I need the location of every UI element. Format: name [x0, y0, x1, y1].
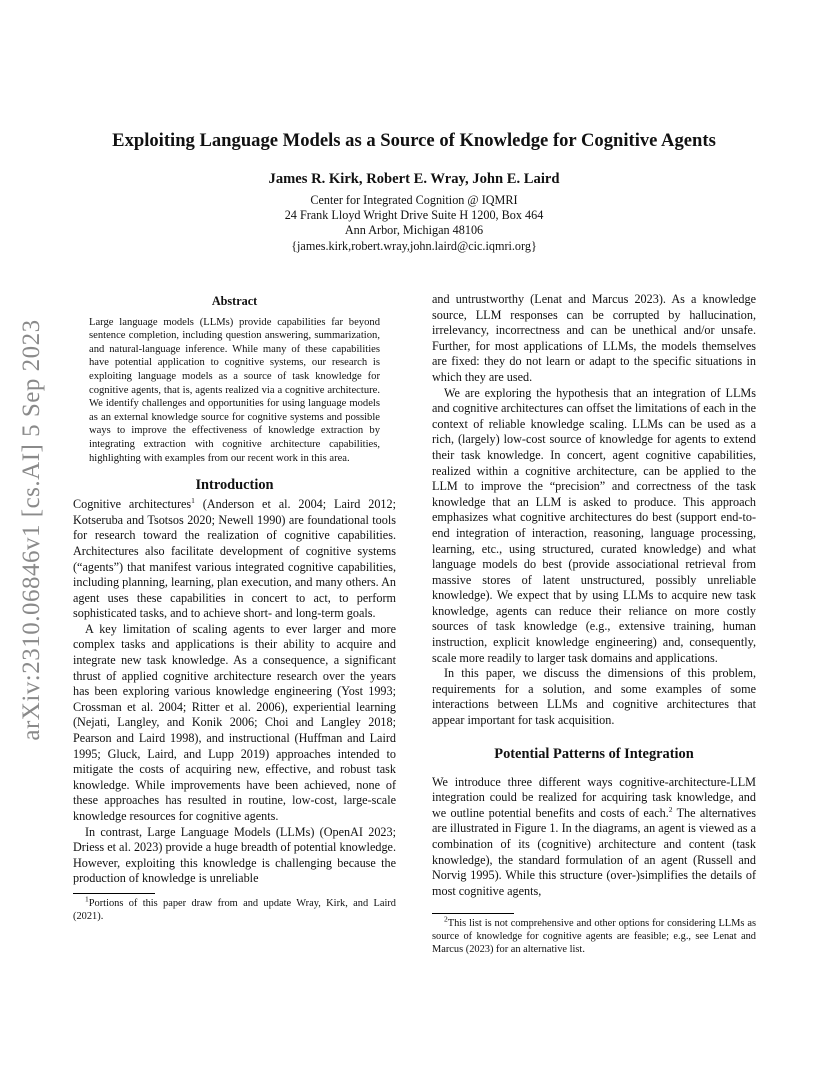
affiliation-block: [60, 193, 768, 254]
patterns-paragraph-1: We introduce three different ways cognitive-architecture-LLM integration could be realized for acquiring task knowledge, and we outline potential benefits and costs of each.$^2$ The alternatives are illustrated in Figure 1. In the diagrams, an agent is viewed as a combination of its (cognitive) architecture and content (task knowledge), the standard formulation of an agent (Russell and Norvig 1995). While this structure (over-)simplifies the details of most cognitive agents,: [432, 774, 756, 898]
introduction-heading: Introduction: [195, 477, 274, 494]
intro-paragraph-5: We are exploring the hypothesis that an integration of LLMs and cognitive architectures can offset the limitations of each in the context of reliable knowledge scaling. LLMs can be used as a rich, (largely) low-cost source of knowledge for agents to extend their task knowledge. In concert, agent cognitive capabilities, realized within a cognitive architecture, can be applied to the LLM to improve the “precision” and correctness of the task knowledge that an LLM is asked to produce. This approach emphasizes what cognitive architectures do best (support end-to-end integration of interaction, reasoning, language processing, learning, etc., using structured, curated knowledge) and what language models do best (provide associational retrieval from massive stores of latent unstructured, possibly unreliable knowledge). We expect that by using LLMs to acquire new task knowledge, agents can reduce their reliance on more costly sources of task knowledge (e.g., extensive training, human instruction, explicit knowledge engineering) and, consequently, scale more readily to larger task domains and applications.: [432, 385, 756, 665]
author-list: James R. Kirk, Robert E. Wray, John E. Laird: [268, 171, 560, 187]
affiliation-email: {james.kirk,robert.wray,john.laird@cic.iqmri.org}: [291, 238, 537, 253]
intro-paragraph-1: Cognitive architectures$^1$ (Anderson et al. 2004; Laird 2012; Kotseruba and Tsotsos 2020; Newell 1990) are foundational tools for research toward the realization of cognitive capabilities. Architectures also facilitate development of cognitive systems (“agents”) that manifest various integrated cognitive capabilities, including planning, learning, plan execution, and many others. An agent uses these capabilities in concert to act, to perform sophisticated tasks, and to achieve short- and long-term goals.: [73, 496, 396, 621]
intro-paragraph-3: In contrast, Large Language Models (LLMs) (OpenAI 2023; Driess et al. 2023) provide a huge breadth of potential knowledge. However, exploiting this knowledge is challenging because the production of knowledge is unreliable: [73, 824, 396, 886]
footnote-marker-2: 2: [668, 804, 673, 814]
affiliation-line: 24 Frank Lloyd Wright Drive Suite H 1200, Box 464: [284, 208, 544, 223]
abstract-heading: Abstract: [211, 294, 258, 308]
patterns-heading: Potential Patterns of Integration: [494, 745, 694, 762]
paper-title: Exploiting Language Models as a Source of Knowledge for Cognitive Agents: [112, 130, 716, 151]
footnote-2: $^2$This list is not comprehensive and other options for considering LLMs as source of knowledge for cognitive agents are feasible; e.g., see Lenat and Marcus (2023) for an alternative list.: [432, 914, 756, 956]
right-column: [432, 292, 756, 956]
intro-paragraph-4: and untrustworthy (Lenat and Marcus 2023). As a knowledge source, LLM responses can be corrupted by hallucination, irrelevancy, incorrectness and can be unethical and/or unsafe. Further, for most applications of LLMs, the models themselves are fixed: they do not learn or adapt to the specific situations in which they are used.: [432, 292, 756, 384]
abstract-text: Large language models (LLMs) provide capabilities far beyond sentence completion, including question answering, summarization, and natural-language inference. While many of these capabilities have potential application to cognitive systems, our research is exploiting language models as a source of task knowledge for cognitive agents, that is, agents realized via a cognitive architecture. We identify challenges and opportunities for using language models as an external knowledge source for cognitive systems and possible ways to improve the effectiveness of knowledge extraction by integrating extraction with cognitive architecture capabilities, highlighting with examples from our recent work in this area.: [89, 316, 380, 464]
affiliation-line: Center for Integrated Cognition @ IQMRI: [310, 193, 518, 207]
affiliation-line: Ann Arbor, Michigan 48106: [344, 223, 484, 238]
footnote-1: $^1$Portions of this paper draw from and update Wray, Kirk, and Laird (2021).: [73, 894, 396, 922]
intro-paragraph-2: A key limitation of scaling agents to ever larger and more complex tasks and applications is their ability to acquire and integrate new task knowledge. As a consequence, a significant thrust of applied cognitive architecture research over the years has been exploring various knowledge engineering (Yost 1993; Crossman et al. 2004; Ritter et al. 2006), experiential learning (Nejati, Langley, and Konik 2006; Choi and Langley 2018; Pearson and Laird 1998), and instructional (Huffman and Laird 1995; Gluck, Laird, and Lupp 2019) approaches intended to mitigate the costs of acquiring new, effective, and robust task knowledge. While improvements have been achieved, none of these approaches has resulted in routine, low-cost, large-scale knowledge resources for cognitive agents.: [73, 621, 396, 823]
arxiv-identifier: arXiv:2310.06846v1 [cs.AI] 5 Sep 2023: [18, 319, 45, 741]
footnote-marker-1: 1: [191, 496, 195, 506]
left-column: [73, 294, 396, 923]
arxiv-stamp: [10, 300, 54, 760]
intro-paragraph-6: In this paper, we discuss the dimensions of this problem, requirements for a solution, and some examples of some interactions between LLMs and cognitive architectures that appear important for task acquisition.: [432, 666, 756, 728]
